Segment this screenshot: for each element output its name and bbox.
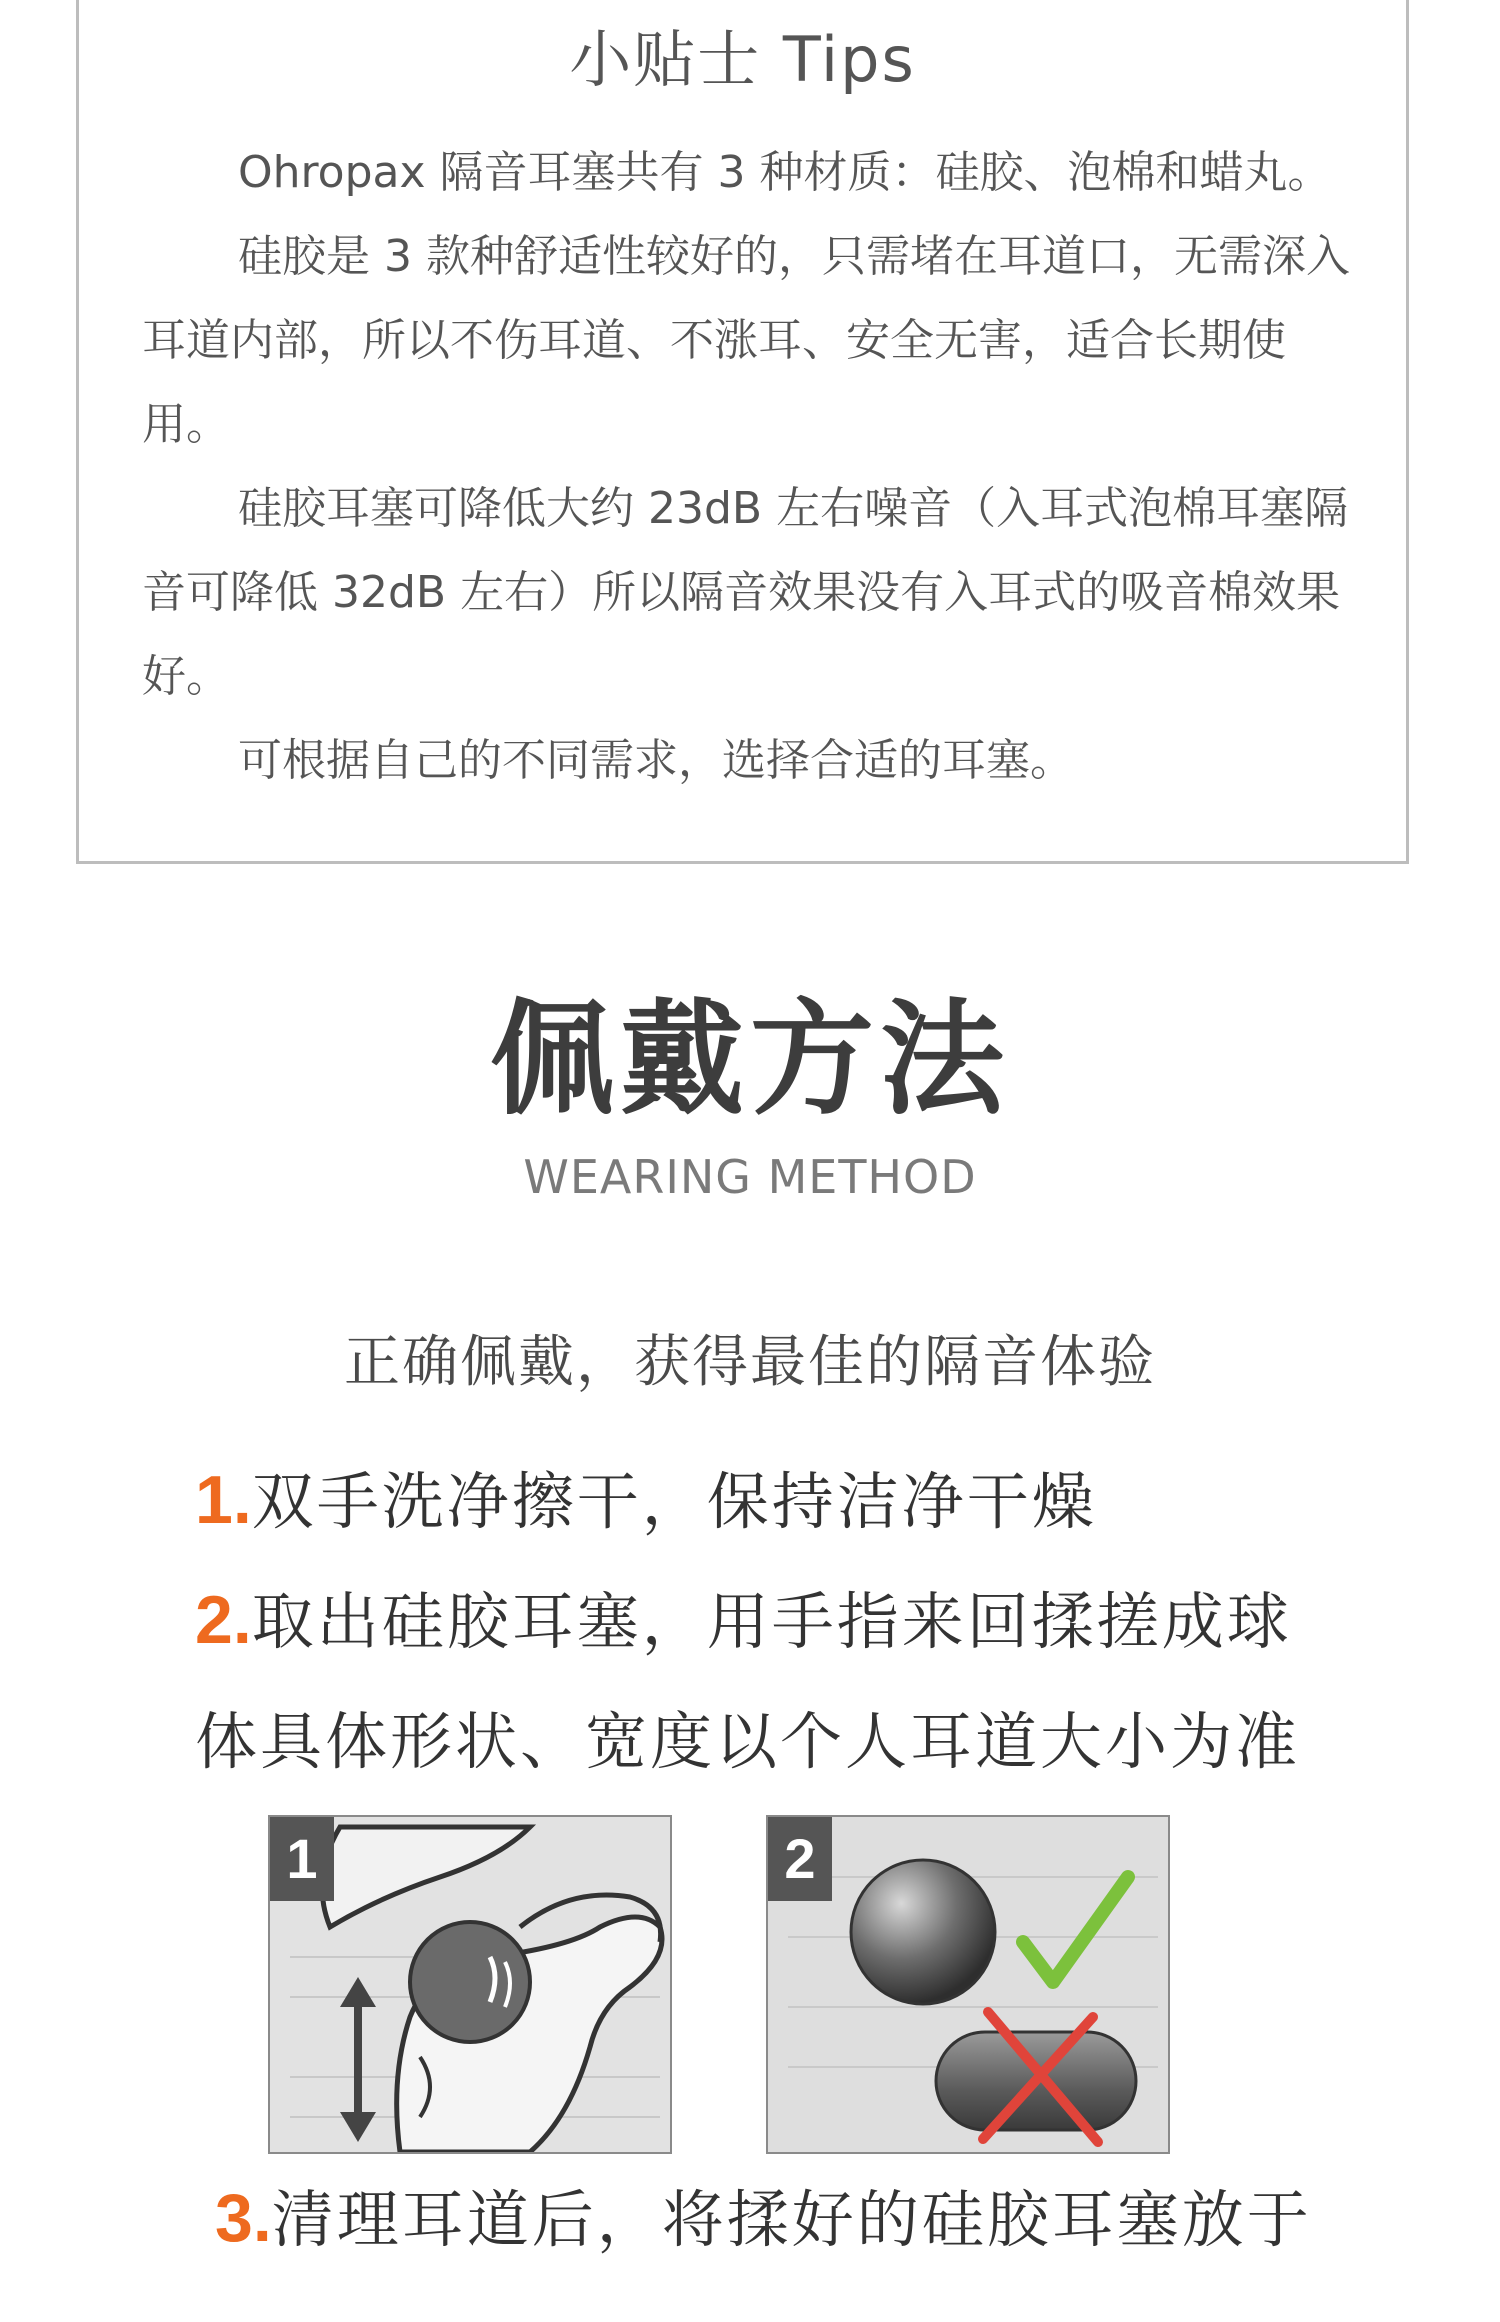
tips-paragraph: Ohropax 隔音耳塞共有 3 种材质：硅胶、泡棉和蜡丸。 bbox=[238, 147, 1332, 198]
illustration-2 bbox=[766, 1815, 1170, 2154]
step-text: 清理耳道后，将揉好的硅胶耳塞放于 bbox=[271, 2183, 1312, 2256]
step-number: 1. bbox=[195, 1462, 252, 1538]
tips-box bbox=[76, 0, 1409, 864]
step-3 bbox=[215, 2170, 1312, 2259]
step-number: 3. bbox=[215, 2180, 272, 2256]
step-text: 双手洗净擦干，保持洁净干燥 bbox=[251, 1465, 1097, 1538]
section-title: 佩戴方法 bbox=[489, 988, 1010, 1132]
tips-title: 小贴士 Tips bbox=[569, 23, 916, 96]
tips-paragraph: 硅胶耳塞可降低大约 23dB 左右噪音（入耳式泡棉耳塞隔音可降低 32dB 左右）所以隔音效果没有入耳式的吸音棉效果好。 bbox=[142, 483, 1349, 702]
tips-paragraph: 可根据自己的不同需求，选择合适的耳塞。 bbox=[238, 735, 1074, 786]
step-text: 取出硅胶耳塞，用手指来回揉搓成球 bbox=[251, 1585, 1292, 1658]
illustration-1 bbox=[268, 1815, 672, 2154]
step-number: 2. bbox=[195, 1582, 252, 1658]
illustration-badge: 2 bbox=[768, 1817, 832, 1901]
illustration-badge: 1 bbox=[270, 1817, 334, 1901]
section-lead: 正确佩戴，获得最佳的隔音体验 bbox=[344, 1330, 1156, 1395]
tips-body bbox=[142, 131, 1368, 803]
step-2 bbox=[195, 1572, 1292, 1661]
tips-paragraph: 硅胶是 3 款种舒适性较好的，只需堵在耳道口，无需深入耳道内部，所以不伤耳道、不涨耳、安全无害，适合长期使用。 bbox=[142, 231, 1350, 450]
step-2-continued: 体具体形状、宽度以个人耳道大小为准 bbox=[195, 1705, 1301, 1778]
section-subtitle: WEARING METHOD bbox=[523, 1150, 977, 1204]
step-1 bbox=[195, 1452, 1097, 1541]
